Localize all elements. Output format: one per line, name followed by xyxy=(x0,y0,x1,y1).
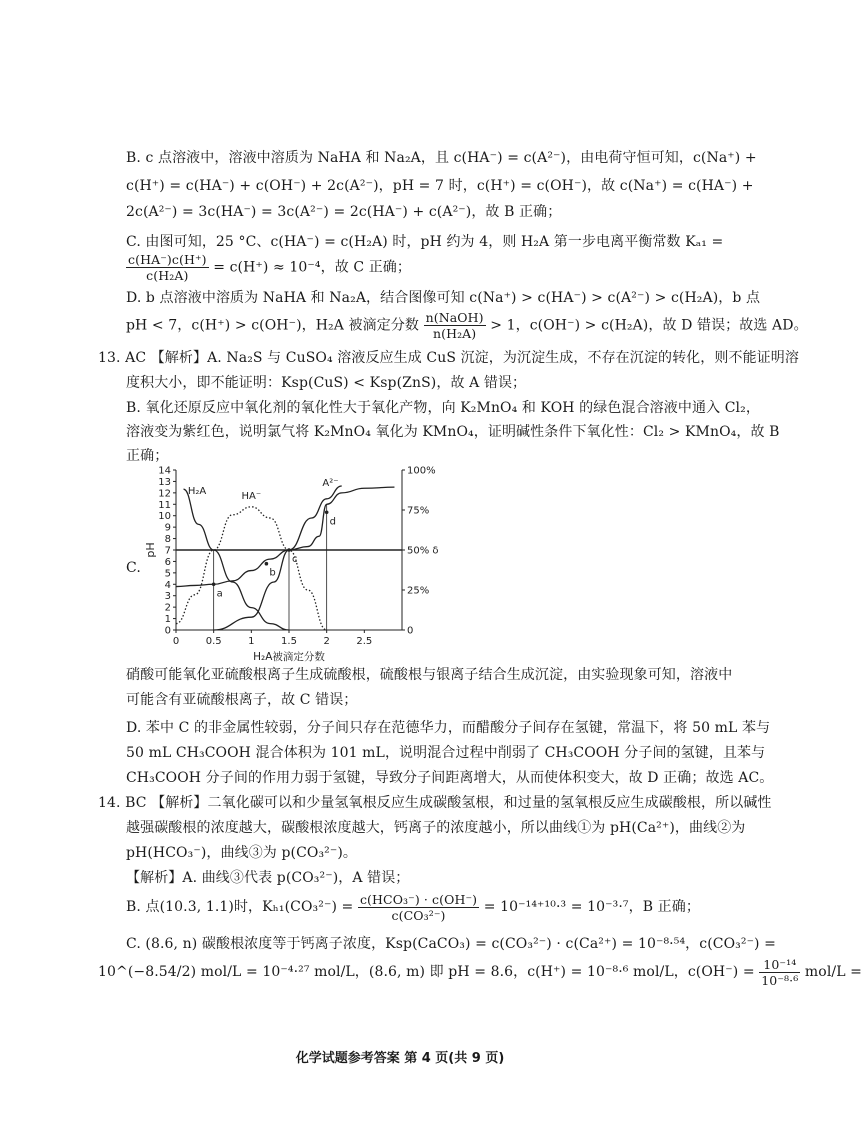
y-tick-label: 1 xyxy=(164,614,171,626)
x-tick-label: 1.5 xyxy=(281,636,297,647)
point-b-label: b xyxy=(269,567,276,579)
q13-line-5: 正确； xyxy=(126,448,169,464)
kh1-fraction xyxy=(358,892,479,923)
point-c-marker xyxy=(287,548,291,552)
q14-b-pre: B. 点(10.3, 1.1)时，Kₕ₁(CO₃²⁻) = xyxy=(126,899,354,915)
q14-line-1: 14. BC 【解析】二氧化碳可以和少量氢氧根反应生成碳酸氢根，和过量的氢氧根反应生成碳酸根，所以碱性 xyxy=(98,795,772,811)
point-d-marker xyxy=(325,510,329,514)
y-tick-label: 14 xyxy=(158,465,171,477)
y2-tick-label: 50% δ xyxy=(407,545,439,557)
para-b-line-3: 2c(A²⁻) = 3c(HA⁻) = 3c(A²⁻) = 2c(HA⁻) + c(A²⁻)，故 B 正确； xyxy=(126,204,562,220)
a2-curve xyxy=(214,486,342,630)
y-tick-label: 8 xyxy=(164,534,171,546)
y2-tick-label: 0 xyxy=(407,625,414,637)
para-c-line-1: C. 由图可知，25 °C、c(HA⁻) = c(H₂A) 时，pH 约为 4，则 H₂A 第一步电离平衡常数 Kₐ₁ = xyxy=(126,234,724,250)
q14-line-2: 越强碳酸根的浓度越大，碳酸根浓度越大，钙离子的浓度越小，所以曲线①为 pH(Ca²⁺)，曲线②为 xyxy=(126,820,746,836)
q13-option-c-label: C. xyxy=(126,560,141,576)
oh-numerator: 10⁻¹⁴ xyxy=(759,957,800,973)
x-axis-label: H₂A被滴定分数 xyxy=(253,651,325,663)
q14-b-line xyxy=(126,890,700,924)
para-d-line-1: D. b 点溶液中溶质为 NaHA 和 Na₂A，结合图像可知 c(Na⁺) > c(HA⁻) > c(A²⁻) > c(H₂A)，b 点 xyxy=(126,290,761,306)
q14-b-tail: = 10⁻¹⁴⁺¹⁰·³ = 10⁻³·⁷，B 正确； xyxy=(483,899,700,915)
x-tick-label: 2.5 xyxy=(356,636,373,647)
y-axis-label: pH xyxy=(144,542,157,558)
y2-tick-label: 100% xyxy=(407,465,436,477)
y-tick-label: 2 xyxy=(164,602,171,614)
titration-numerator: n(NaOH) xyxy=(425,310,484,325)
y-tick-label: 11 xyxy=(158,499,171,511)
oh-denominator: 10⁻⁸·⁶ xyxy=(761,972,799,988)
q13-line-2: 度积大小，即不能证明：Ksp(CuS) < Ksp(ZnS)，故 A 错误； xyxy=(126,375,527,391)
point-b-marker xyxy=(265,562,269,566)
y-tick-label: 4 xyxy=(164,579,171,591)
y-tick-label: 7 xyxy=(164,545,171,557)
y-tick-label: 0 xyxy=(164,625,171,637)
y-tick-label: 9 xyxy=(164,522,171,534)
q13-d-line-3: CH₃COOH 分子间的作用力弱于氢键，导致分子间距离增大，从而使体积变大，故 D 正确；故选 AC。 xyxy=(126,770,774,786)
point-d-label: d xyxy=(329,516,337,528)
y-tick-label: 5 xyxy=(164,568,171,580)
q14-line-4: 【解析】A. 曲线③代表 p(CO₃²⁻)，A 错误； xyxy=(126,870,410,886)
ka1-denominator: c(H₂A) xyxy=(146,268,189,283)
para-c-line-2 xyxy=(126,252,411,283)
titration-denominator: n(H₂A) xyxy=(432,326,477,341)
q13-line-4: 溶液变为紫红色，说明氯气将 K₂MnO₄ 氧化为 KMnO₄，证明碱性条件下氧化性：Cl₂ > KMnO₄，故 B xyxy=(126,424,780,440)
q14-c-tail: mol/L = xyxy=(804,964,862,980)
q13-after-line-1: 硝酸可能氧化亚硫酸根离子生成硫酸根，硫酸根与银离子结合生成沉淀，由实验现象可知，溶液中 xyxy=(126,667,733,683)
ka1-tail: = c(H⁺) ≈ 10⁻⁴，故 C 正确； xyxy=(213,259,412,276)
point-c-label: c xyxy=(292,554,298,565)
kh1-denominator: c(CO₃²⁻) xyxy=(391,907,446,923)
ha-series-label: HA⁻ xyxy=(241,490,262,502)
y-tick-label: 6 xyxy=(164,556,171,568)
q13-d-line-1: D. 苯中 C 的非金属性较弱，分子间只存在范德华力，而醋酸分子间存在氢键，常温下，将 50 mL 苯与 xyxy=(126,720,771,736)
x-tick-label: 0.5 xyxy=(205,636,222,647)
q13-d-line-2: 50 mL CH₃COOH 混合体积为 101 mL，说明混合过程中削弱了 CH₃COOH 分子间的氢键，且苯与 xyxy=(126,745,766,761)
h2a-curve xyxy=(184,489,289,630)
ka1-numerator: c(HA⁻)c(H⁺) xyxy=(128,252,207,267)
y-tick-label: 13 xyxy=(158,476,171,488)
para-d-line-2 xyxy=(126,310,808,341)
para-b-line-2: c(H⁺) = c(HA⁻) + c(OH⁻) + 2c(A²⁻)，pH = 7 时，c(H⁺) = c(OH⁻)，故 c(Na⁺) = c(HA⁻) + xyxy=(126,178,754,194)
q14-c-line-2 xyxy=(98,955,862,989)
q13-line-1: 13. AC 【解析】A. Na₂S 与 CuSO₄ 溶液反应生成 CuS 沉淀，为沉淀生成，不存在沉淀的转化，则不能证明溶 xyxy=(98,350,799,366)
y-tick-label: 3 xyxy=(164,591,171,603)
x-tick-label: 2 xyxy=(323,636,330,647)
ka1-fraction xyxy=(126,252,209,283)
oh-fraction xyxy=(759,957,800,988)
q13-after-line-2: 可能含有亚硫酸根离子，故 C 错误； xyxy=(126,692,358,708)
y2-tick-label: 75% xyxy=(407,505,430,517)
kh1-numerator: c(HCO₃⁻) · c(OH⁻) xyxy=(359,891,478,907)
y-tick-label: 12 xyxy=(158,488,171,500)
point-a-marker xyxy=(212,582,216,586)
x-tick-label: 1 xyxy=(248,636,255,647)
para-d-tail: > 1，c(OH⁻) > c(H₂A)，故 D 错误；故选 AD。 xyxy=(490,317,808,334)
titration-chart xyxy=(140,460,440,670)
page-footer: 化学试题参考答案 第 4 页(共 9 页) xyxy=(295,1051,505,1066)
q14-line-3: pH(HCO₃⁻)，曲线③为 p(CO₃²⁻)。 xyxy=(126,845,358,861)
para-d-pre: pH < 7，c(H⁺) > c(OH⁻)，H₂A 被滴定分数 xyxy=(126,317,420,334)
para-b-line-1: B. c 点溶液中，溶液中溶质为 NaHA 和 Na₂A，且 c(HA⁻) = c(A²⁻)，由电荷守恒可知，c(Na⁺) + xyxy=(126,150,757,166)
q14-c-line-1: C. (8.6, n) 碳酸根浓度等于钙离子浓度，Ksp(CaCO₃) = c(CO₃²⁻) · c(Ca²⁺) = 10⁻⁸·⁵⁴，c(CO₃²⁻) = xyxy=(126,936,777,952)
ph-curve xyxy=(176,487,394,586)
point-a-label: a xyxy=(216,588,223,600)
y-tick-label: 10 xyxy=(158,511,171,523)
q14-c-pre: 10^(−8.54/2) mol/L = 10⁻⁴·²⁷ mol/L，(8.6, m) 即 pH = 8.6，c(H⁺) = 10⁻⁸·⁶ mol/L，c(OH⁻) = xyxy=(98,964,755,980)
q13-line-3: B. 氧化还原反应中氧化剂的氧化性大于氧化产物，向 K₂MnO₄ 和 KOH 的绿色混合溶液中通入 Cl₂， xyxy=(126,400,760,416)
a2-series-label: A²⁻ xyxy=(322,478,339,489)
x-tick-label: 0 xyxy=(172,636,180,647)
h2a-series-label: H₂A xyxy=(187,486,207,497)
y2-tick-label: 25% xyxy=(407,585,430,597)
titration-fraction xyxy=(424,310,486,341)
